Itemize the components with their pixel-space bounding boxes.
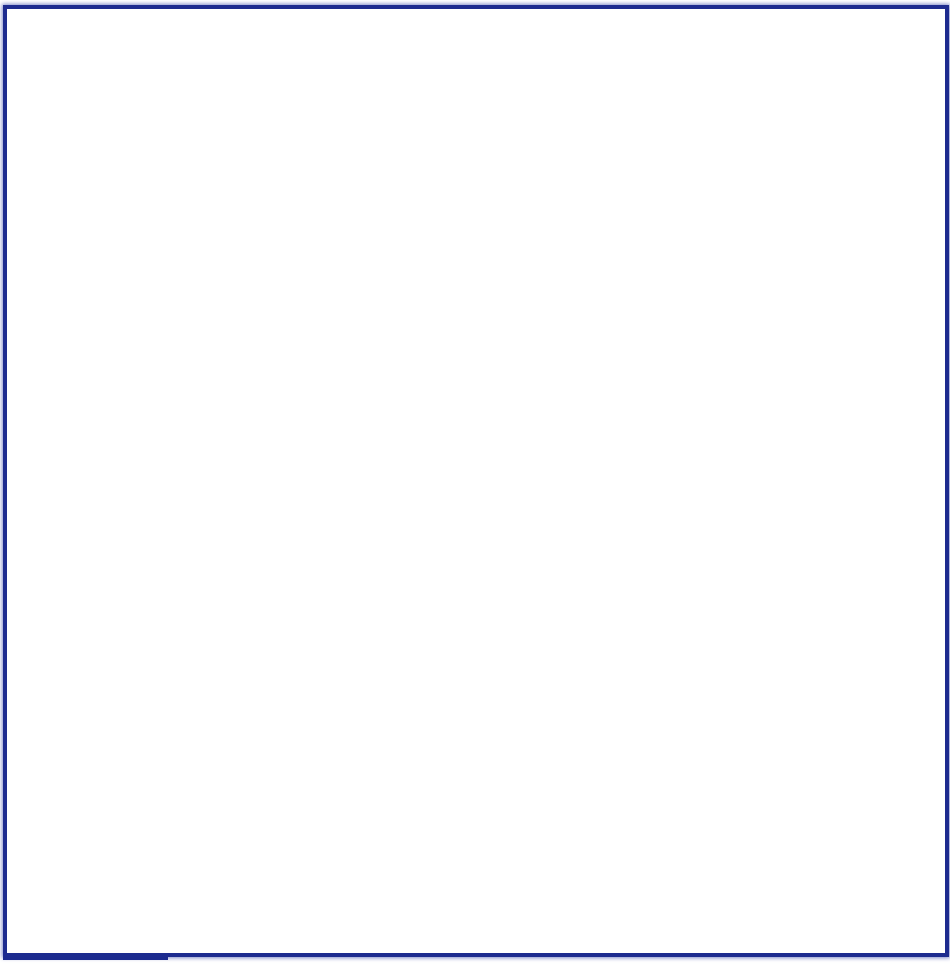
options-table xyxy=(3,5,949,957)
bottom-rule xyxy=(3,957,168,960)
